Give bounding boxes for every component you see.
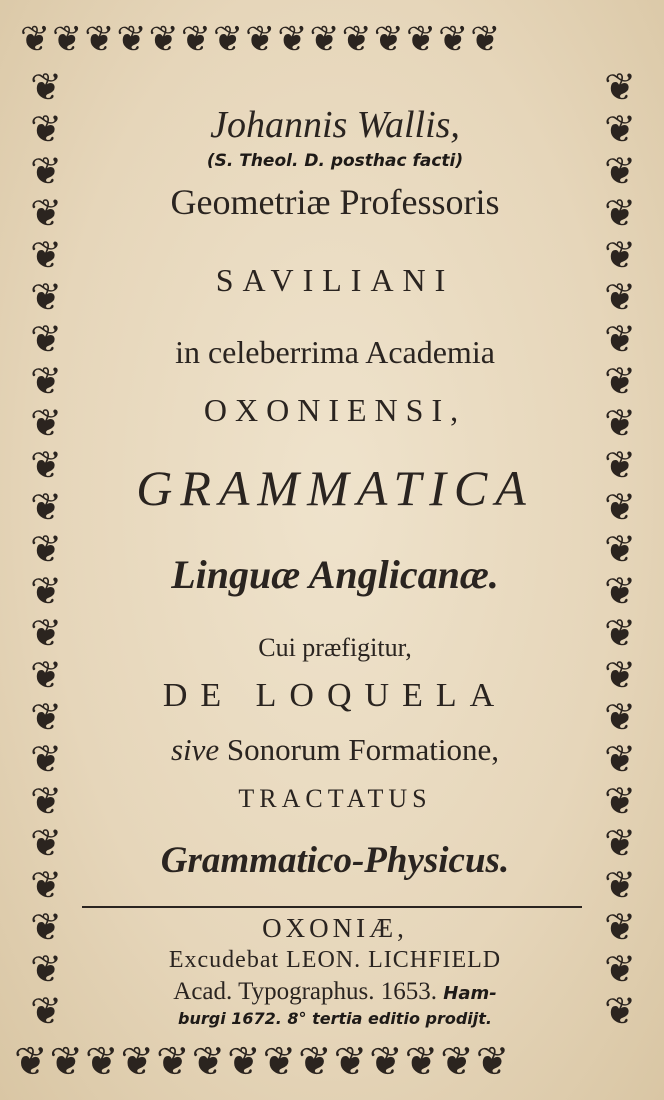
book-title: GRAMMATICA	[136, 460, 534, 516]
handwritten-note: burgi 1672. 8° tertia editio prodijt.	[178, 1009, 492, 1028]
imprint-place: OXONIÆ,	[262, 913, 408, 943]
divider-rule	[82, 906, 582, 908]
imprint-year-line	[80, 978, 590, 1007]
prefix-intro: Cui præfigitur,	[258, 633, 412, 662]
chair-name: SAVILIANI	[215, 262, 455, 298]
left-ornament-border: ❦❦❦❦❦❦❦❦❦❦❦❦❦❦❦❦❦❦❦❦❦❦❦	[30, 66, 62, 1032]
university-name: OXONIENSI,	[203, 392, 467, 428]
author-position: Geometriæ Professoris	[170, 182, 500, 222]
location-intro: in celeberrima Academia	[175, 334, 495, 370]
treatise-kind: Grammatico-Physicus.	[160, 840, 510, 881]
imprint-printer: Excudebat LEON. LICHFIELD	[168, 947, 502, 973]
top-ornament-border: ❦❦❦❦❦❦❦❦❦❦❦❦❦❦❦	[20, 20, 503, 60]
treatise-subtitle: Sonorum Formatione,	[226, 732, 500, 767]
sive-word: sive	[170, 732, 220, 767]
right-ornament-border: ❦❦❦❦❦❦❦❦❦❦❦❦❦❦❦❦❦❦❦❦❦❦❦	[604, 66, 636, 1032]
imprint-printer-title-year: Acad. Typographus. 1653.	[173, 978, 438, 1005]
treatise-title: DE LOQUELA	[162, 677, 508, 714]
treatise-subtitle-line	[80, 732, 590, 768]
handwritten-author-annotation: (S. Theol. D. posthac facti)	[206, 151, 464, 171]
handwritten-note-start: Ham-	[443, 983, 497, 1004]
book-subject: Linguæ Anglicanæ.	[171, 552, 499, 597]
treatise-type: TRACTATUS	[238, 784, 432, 813]
bottom-ornament-border: ❦❦❦❦❦❦❦❦❦❦❦❦❦❦	[14, 1040, 512, 1084]
author-name: Johannis Wallis,	[210, 104, 460, 146]
